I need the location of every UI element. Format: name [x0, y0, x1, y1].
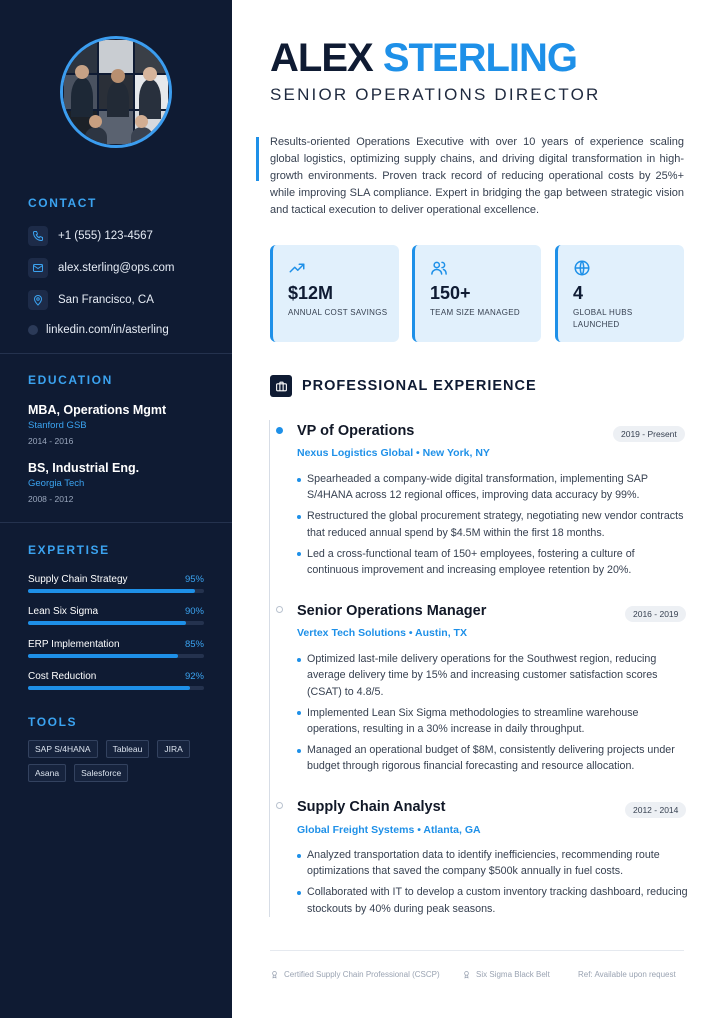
users-icon	[430, 259, 448, 277]
tools-list	[28, 740, 208, 782]
award-icon	[270, 970, 279, 979]
skill-bar	[28, 589, 204, 593]
summary-text: Results-oriented Operations Executive with over 10 years of experience scaling global logistics, optimizing supply chains, and driving digital transformation in high-growth environments. Proven track record of reducing operational costs by 25%+ while improving SLA compliance. Expert in bridging the gap between strategic vision and tactical execution to deliver operational excellence.	[270, 136, 684, 216]
summary-accent-bar	[256, 137, 259, 181]
job-title: Senior Operations Manager	[297, 603, 487, 619]
contact-phone-text: +1 (555) 123-4567	[58, 230, 153, 242]
skill-percent: 95%	[184, 574, 204, 585]
trending-up-icon	[288, 259, 306, 277]
contact-phone[interactable]	[28, 225, 153, 247]
contact-email[interactable]	[28, 257, 175, 279]
sidebar-divider	[0, 353, 232, 354]
stat-card	[270, 245, 399, 342]
skill-label: ERP Implementation	[28, 639, 120, 650]
job-bullet: Collaborated with IT to develop a custom inventory tracking dashboard, reducing stockouts by 40% during peak seasons.	[297, 884, 689, 917]
tool-tag: Salesforce	[74, 764, 128, 782]
job-bullet: Optimized last-mile delivery operations for the Southwest region, reducing average delivery time by 15% and increasing customer satisfaction scores (CSAT) to 4.8/5.	[297, 651, 689, 700]
profile-photo	[60, 36, 172, 148]
contact-linkedin[interactable]	[28, 319, 169, 341]
edu-years: 2008 - 2012	[28, 494, 74, 504]
job-dates-badge: 2019 - Present	[613, 426, 685, 442]
skill-bar	[28, 621, 204, 625]
footer-cert	[462, 970, 550, 979]
sidebar	[0, 0, 232, 1018]
edu-years: 2014 - 2016	[28, 436, 74, 446]
timeline-dot	[276, 606, 283, 613]
job-bullet: Restructured the global procurement strategy, negotiating new vendor contracts that reduced annual spend by $4.5M within the first 18 months.	[297, 508, 689, 541]
job-bullet: Spearheaded a company-wide digital transformation, implementing SAP S/4HANA across 12 regional offices, improving data accuracy by 99%.	[297, 471, 689, 504]
skill-label: Lean Six Sigma	[28, 606, 99, 617]
skill-label: Supply Chain Strategy	[28, 574, 128, 585]
skill-bar-fill	[28, 686, 190, 690]
skill-percent: 85%	[184, 639, 204, 650]
contact-linkedin-text: linkedin.com/in/asterling	[46, 324, 169, 336]
job-company: Vertex Tech Solutions • Austin, TX	[297, 627, 467, 639]
stat-card	[555, 245, 684, 342]
education-heading: EDUCATION	[28, 373, 113, 387]
last-name: STERLING	[382, 36, 578, 80]
phone-icon	[28, 226, 48, 246]
contact-heading: CONTACT	[28, 196, 97, 210]
stat-value: $12M	[288, 283, 334, 303]
map-pin-icon	[28, 290, 48, 310]
tool-tag: Asana	[28, 764, 66, 782]
tool-tag: SAP S/4HANA	[28, 740, 98, 758]
job-bullet: Implemented Lean Six Sigma methodologies to streamline warehouse operations, resulting in a 30% increase in daily throughput.	[297, 705, 689, 738]
stat-label: TEAM SIZE MANAGED	[430, 308, 520, 317]
job-bullets	[297, 471, 689, 583]
tools-heading: TOOLS	[28, 715, 78, 729]
candidate-name	[270, 36, 577, 81]
job-title: Supply Chain Analyst	[297, 799, 446, 815]
footer-ref-text: Ref: Available upon request	[578, 970, 676, 979]
stat-card	[412, 245, 541, 342]
job-role-title: SENIOR OPERATIONS DIRECTOR	[270, 85, 601, 104]
sidebar-divider	[0, 522, 232, 523]
contact-location	[28, 289, 154, 311]
job-bullets	[297, 651, 689, 779]
skill-bar	[28, 686, 204, 690]
job-bullet: Managed an operational budget of $8M, consistently delivering projects under budget through rigorous financial forecasting and resource allocation.	[297, 742, 689, 775]
stat-label: GLOBAL HUBS LAUNCHED	[573, 308, 633, 329]
expertise-heading: EXPERTISE	[28, 543, 110, 557]
footer-cert	[270, 970, 440, 979]
contact-email-text: alex.sterling@ops.com	[58, 262, 175, 274]
edu-school: Stanford GSB	[28, 420, 87, 431]
tool-tag: JIRA	[157, 740, 189, 758]
skill-bar-fill	[28, 589, 195, 593]
skill-percent: 92%	[184, 671, 204, 682]
timeline-dot	[276, 802, 283, 809]
stat-value: 150+	[430, 283, 471, 303]
job-dates-badge: 2012 - 2014	[625, 802, 686, 818]
award-icon	[462, 970, 471, 979]
mail-icon	[28, 258, 48, 278]
job-title: VP of Operations	[297, 423, 415, 439]
footer-cert-text: Certified Supply Chain Professional (CSCP)	[284, 970, 440, 979]
job-bullets	[297, 847, 689, 922]
stat-label: ANNUAL COST SAVINGS	[288, 308, 388, 317]
job-bullet: Led a cross-functional team of 150+ employees, fostering a culture of continuous improvement and increasing employee retention by 20%.	[297, 546, 689, 579]
job-company: Nexus Logistics Global • New York, NY	[297, 447, 490, 459]
footer-divider	[270, 950, 684, 951]
edu-degree: BS, Industrial Eng.	[28, 461, 140, 475]
footer-references	[578, 970, 676, 979]
job-dates-badge: 2016 - 2019	[625, 606, 686, 622]
skill-label: Cost Reduction	[28, 671, 97, 682]
edu-degree: MBA, Operations Mgmt	[28, 403, 167, 417]
first-name: ALEX	[270, 36, 373, 80]
timeline-dot	[276, 427, 283, 434]
job-bullet: Analyzed transportation data to identify inefficiencies, recommending route optimizations that saved the company $500k annually in fuel costs.	[297, 847, 689, 880]
timeline-line	[269, 420, 270, 917]
edu-school: Georgia Tech	[28, 478, 85, 489]
footer-cert-text: Six Sigma Black Belt	[476, 970, 550, 979]
linkedin-icon	[28, 325, 38, 335]
contact-location-text: San Francisco, CA	[58, 294, 154, 306]
skill-bar-fill	[28, 654, 178, 658]
stat-value: 4	[573, 283, 584, 303]
skill-bar	[28, 654, 204, 658]
experience-heading: PROFESSIONAL EXPERIENCE	[302, 378, 537, 394]
briefcase-icon	[270, 375, 292, 397]
skill-bar-fill	[28, 621, 186, 625]
globe-icon	[573, 259, 591, 277]
skill-percent: 90%	[184, 606, 204, 617]
tool-tag: Tableau	[106, 740, 150, 758]
job-company: Global Freight Systems • Atlanta, GA	[297, 824, 481, 836]
